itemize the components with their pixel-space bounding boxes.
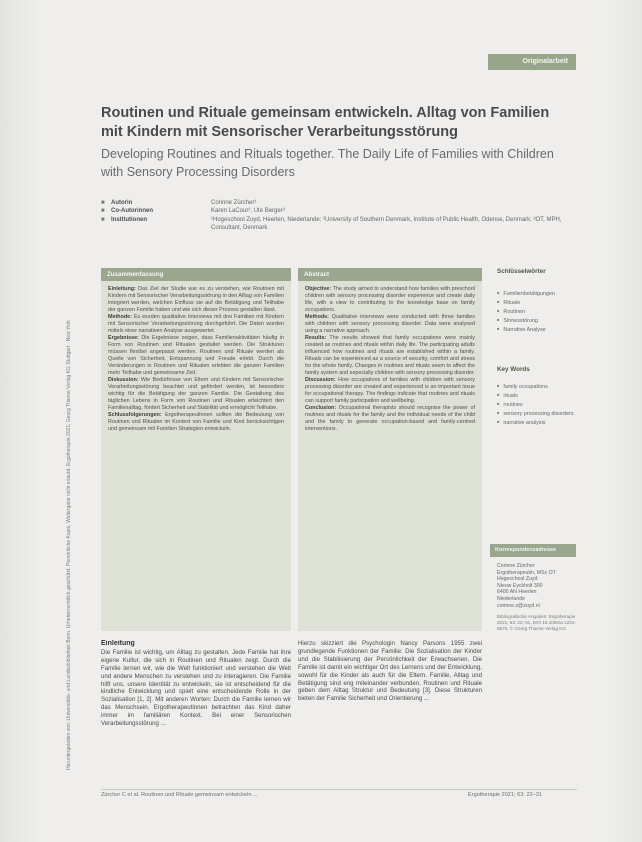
abstract-paragraph: Conclusion: Occupational therapists should recognise the power of routines and rituals for the family and the individual needs of the child and the family to generate occupation-based and family-centred interventions. [305, 405, 475, 432]
coauthor-row [101, 207, 581, 215]
meta-key: Co-Autorinnen [111, 208, 153, 215]
abstract-paragraph: Methods: Qualitative interviews were conducted with three families with children with sensory processing disorder. Data were analysed using a narrative approach. [305, 314, 475, 334]
keyword-item: ■ Routinen [497, 307, 555, 316]
summary-paragraph: Ergebnisse: Die Ergebnisse zeigen, dass Familienaktivitäten häufig in Form von Routinen und Ritualen gestaltet werden. Die Strukturen müssen flexibel angepasst werden. Routinen und Rituale werden als Quelle von Sicherheit, Entspannung und Freude erlebt. Durch die Veränderungen in Routinen und Ritualen erlebten die ganzen Familien mehr Teilhabe und gemeinsame Zeit. [108, 335, 284, 376]
footer-citation: Zürcher C et al. Routinen und Rituale gemeinsam entwickeln ... [101, 792, 258, 798]
keyword-item: ■ rituals [497, 391, 574, 400]
meta-value: Corinne Zürcher¹ [211, 200, 257, 206]
bibliographic-note: Bibliografische Angaben: Ergotherapie 2021; 63: 22–31, DOI 10.1055/a-1234-5678, © Georg Thieme Verlag KG [497, 614, 576, 631]
keyword-item: ■ Rituale [497, 298, 555, 307]
section-tab: Originalarbeit [488, 54, 576, 70]
summary-paragraph: Methode: Es wurden qualitative Interviews mit drei Familien mit Kindern mit Sensorischer Verarbeitungsstörung durchgeführt. Die Daten wurden mittels einer narrativen Analyse ausgewertet. [108, 314, 284, 334]
section-heading: Einleitung [101, 640, 135, 647]
footer-journal: Ergotherapie 2021; 63: 22–31 [468, 792, 543, 798]
keyword-item: ■ sensory processing disorders [497, 409, 574, 418]
correspondence-heading: Korrespondenzadresse [490, 544, 576, 557]
meta-key: Institutionen [111, 216, 147, 223]
keyword-item: ■ routines [497, 400, 574, 409]
keywords-de-list [497, 289, 555, 334]
body-paragraph: Die Familie ist wichtig, um Alltag zu gestalten. Jede Familie hat ihre eigene Kultur, die sich in Routinen und Ritualen zeigt. Durch die Familie lernen wir, wie die Welt funktioniert und verstehen die Welt und andere Menschen zu verstehen und zu interagieren. Die Familie hilft uns, unsere Identität zu entwickeln, sie ist entscheidend für die kindliche Entwicklung und spielt eine entscheidende Rolle in der Sozialisation [1, 2]. Mit anderen Worten: Durch die Familie lernen wir das Menschsein. Ergotherapeutinnen betrachten das Kind daher immer im familiären Kontext. Bei einer Sensorischen Verarbeitungsstörung ... [101, 648, 291, 728]
abstract-paragraph: Objective: The study aimed to understand how families with preschool children with sensory processing disorder experience and create daily life, with a view to contributing to the knowledge base on family occupations. [305, 286, 475, 313]
keywords-de-heading: Schlüsselwörter [497, 268, 546, 275]
body-paragraph: Hierzu skizziert die Psychologin Nancy Parsons 1955 zwei grundlegende Funktionen der Familie: Die Sozialisation der Kinder und die Stabilisierung der Persönlichkeit der Erwachsenen. Die Familie ist damit ein wichtiger Ort des Lernens und der Entwicklung, sowohl für die Kinder als auch für die Eltern. Familie, Alltag und Betätigung sind eng miteinander verbunden. Routinen und Rituale geben dem Alltag Struktur und Bedeutung [3]. Diese Strukturen bieten der Familie Sicherheit und Orientierung ... [298, 640, 482, 703]
abstract-heading: Abstract [298, 268, 482, 281]
meta-value: Karen LaCour², Ute Berger³ [211, 208, 285, 215]
bullet-icon: ■ [101, 216, 105, 223]
correspondence-address [497, 563, 577, 632]
address-line: Ergotherapeutin, MSc OT [497, 569, 556, 576]
summary-paragraph: Einleitung: Das Ziel der Studie war es zu verstehen, wie Routinen mit Kindern mit Sensorischer Verarbeitungsstörung in den Alltag von Familien integriert werden, welchen Einfluss sie auf die Betätigung und Teilhabe der ganzen Familie haben und wie sich dieser Prozess gestalten lässt. [108, 286, 284, 313]
article-title-german: Routinen und Rituale gemeinsam entwickeln. Alltag von Familien mit Kindern mit Sensorischer Verarbeitungsstörung [101, 105, 550, 140]
summary-paragraph: Diskussion: Wie Bedürfnisse von Eltern und Kindern mit Sensorischer Verarbeitungsstörung beachtet und gefördert werden, ist besonders wichtig für die Betätigung der ganzen Familie. Die Gestaltung des täglichen Lebens in Form von Routinen und Ritualen erleichtert den Familienalltag, fördert Sicherheit und Stabilität und ermöglicht Teilhabe. [108, 377, 284, 411]
keywords-en-list [497, 382, 574, 427]
body-column-left [101, 640, 291, 785]
abstract-paragraph: Results: The results showed that family occupations were mainly created as routines and rituals within daily life. The participating adults influenced how routines and rituals are established within a family. Rituals can be experienced as a source of security, comfort and stress for the whole family. Changes in routines and rituals seem to affect the family system and especially children with sensory processing disorder. [305, 335, 475, 376]
bullet-icon: ■ [101, 200, 105, 206]
keywords-en-heading: Key Words [497, 366, 530, 373]
meta-key: Autorin [111, 200, 133, 206]
keyword-item: ■ Familienbetätigungen [497, 289, 555, 298]
author-metadata [101, 199, 581, 233]
email-link[interactable]: corinne.z@zuyd.nl [497, 602, 540, 609]
address-line: Nieuw Eyckholt 300 [497, 582, 543, 589]
body-column-right [298, 640, 482, 785]
keyword-item: ■ narrative analysis [497, 418, 574, 427]
author-row [101, 199, 581, 207]
download-notice: Heruntergeladen von: Universitäts- und Landesbibliothek Bonn. Urheberrechtlich geschützt. Persönliche Kopie, Weitergabe nicht erlaubt. Ergotherapie 2021; Georg Thieme Verlag KG Stuttgart · New York [66, 320, 72, 770]
article-title-english: Developing Routines and Rituals together. The Daily Life of Families with Children with Sensory Processing Disorders [101, 147, 554, 179]
address-line: Hogeschool Zuyd [497, 576, 538, 583]
abstract-box [298, 281, 482, 631]
summary-heading: Zusammenfassung [101, 268, 291, 281]
bullet-icon: ■ [101, 208, 105, 215]
institution-row [101, 216, 581, 233]
summary-paragraph: Schlussfolgerungen: Ergotherapeutinnen sollten die Bedeutung von Routinen und Ritualen im Kontext von Familie und Kind berücksichtigen und gemeinsam mit Familien Strategien entwickeln. [108, 412, 284, 432]
address-line: 6400 AN Heerlen [497, 589, 537, 596]
keyword-item: ■ family occupations [497, 382, 574, 391]
footer-divider [101, 789, 577, 790]
keyword-item: ■ Narrative Analyse [497, 325, 555, 334]
address-line: Niederlande [497, 595, 525, 602]
abstract-paragraph: Discussion: How occupations of families with children with sensory processing disorder are created and experienced is an important issue for occupational therapy. The findings indicate that routines and rituals can support family participation and wellbeing. [305, 377, 475, 404]
meta-value: ¹Hogeschool Zuyd, Heerlen, Niederlande; ²University of Southern Denmark, Institute of Public Health, Odense, Denmark; ³OT, MPH, Consultant, Denmark [211, 216, 562, 232]
keyword-item: ■ Sinnesstörung [497, 316, 555, 325]
address-line: Corinne Zürcher [497, 563, 535, 569]
summary-box [101, 281, 291, 631]
